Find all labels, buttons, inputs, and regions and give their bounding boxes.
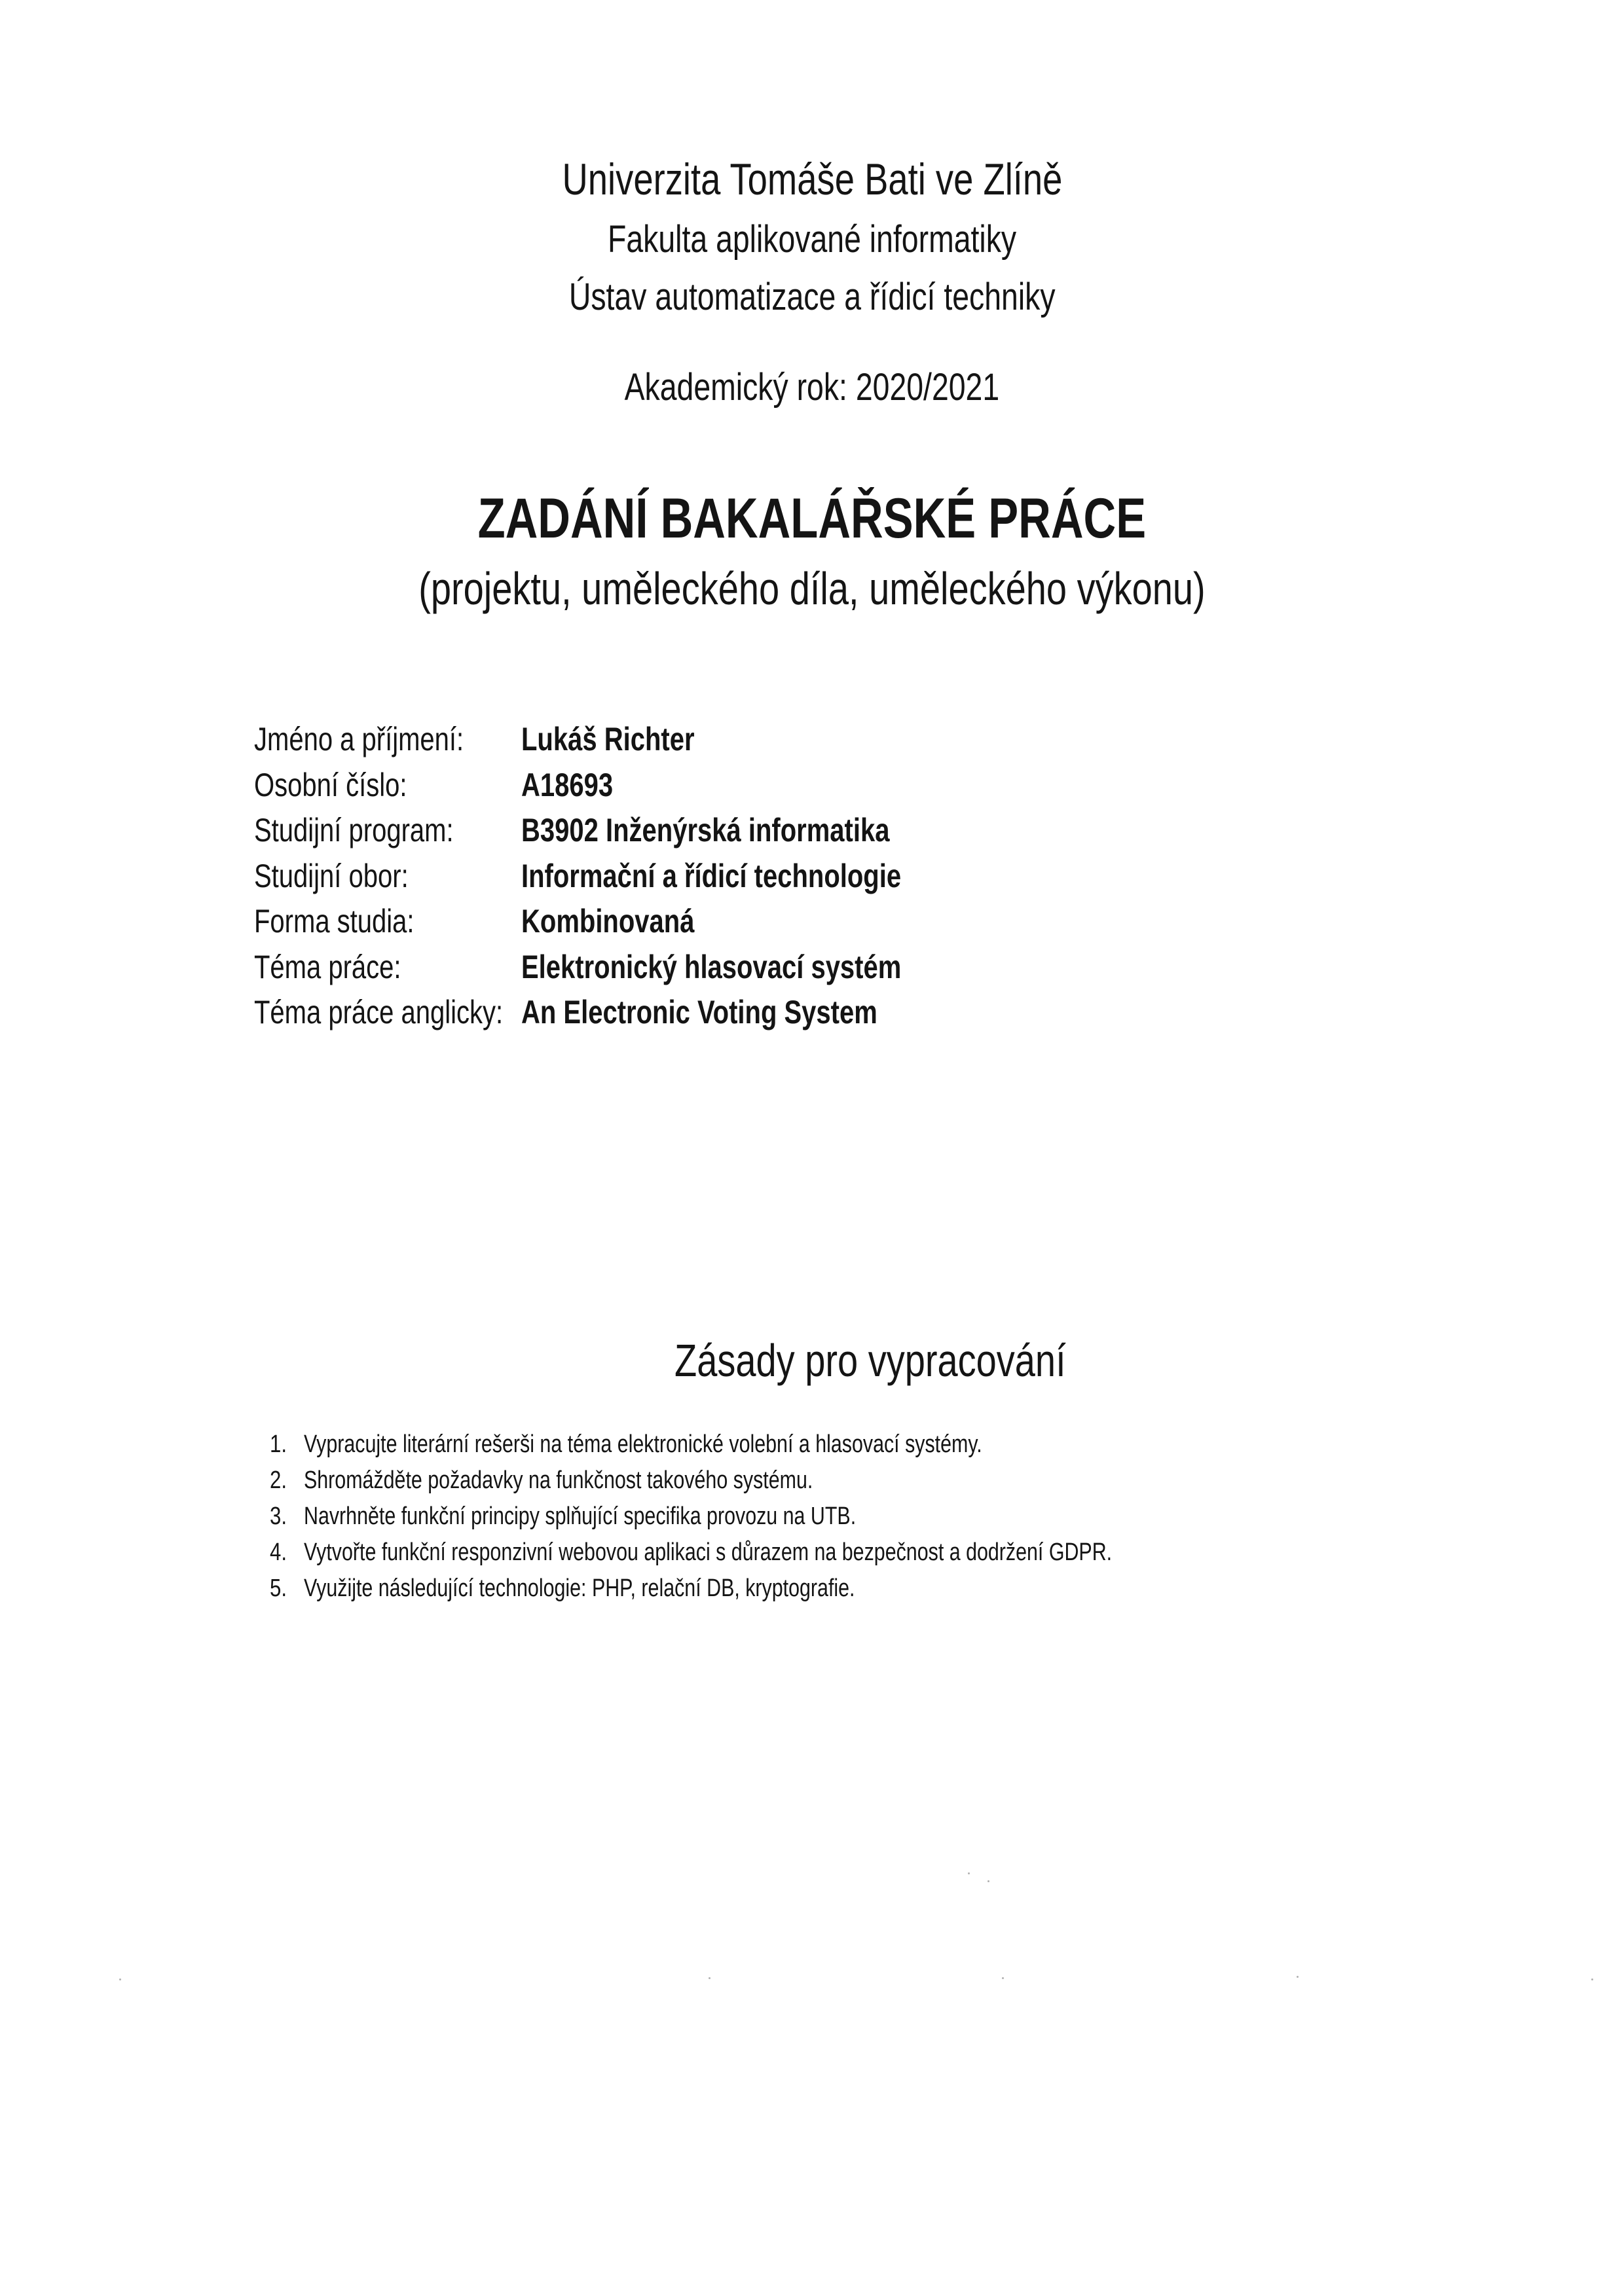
scan-speck <box>968 1872 970 1874</box>
scan-speck <box>1002 1977 1004 1979</box>
institute-name <box>0 274 1624 321</box>
info-row-thesis-topic-english <box>254 991 1367 1036</box>
scan-speck <box>1297 1976 1299 1978</box>
info-value: B3902 Inženýrská informatika <box>521 812 890 848</box>
document-title <box>0 486 1624 551</box>
info-label: Jméno a příjmení: <box>254 721 464 757</box>
list-item-text: Vytvořte funkční responzivní webovou aplikaci s důrazem na bezpečnost a dodržení GDPR. <box>304 1539 1113 1566</box>
info-value: Informační a řídicí technologie <box>521 857 902 894</box>
list-item-number: 1. <box>270 1430 287 1458</box>
info-value: An Electronic Voting System <box>521 994 877 1030</box>
info-row-study-field <box>254 854 1367 900</box>
university-name <box>0 152 1624 207</box>
scan-speck <box>709 1977 710 1979</box>
info-row-study-program <box>254 809 1367 854</box>
info-row-thesis-topic <box>254 945 1367 991</box>
info-value: Kombinovaná <box>521 903 695 939</box>
list-item-number: 5. <box>270 1575 287 1602</box>
scan-speck <box>119 1978 121 1980</box>
info-value: Elektronický hlasovací systém <box>521 948 902 985</box>
info-label: Téma práce anglicky: <box>254 994 504 1030</box>
document-subtitle-text: (projektu, uměleckého díla, uměleckého výkonu) <box>418 563 1206 614</box>
info-value: Lukáš Richter <box>521 721 695 757</box>
list-item-text: Navrhněte funkční principy splňující specifika provozu na UTB. <box>304 1503 857 1530</box>
scan-speck <box>987 1880 989 1882</box>
student-info-table <box>254 718 1367 1036</box>
document-title-text: ZADÁNÍ BAKALÁŘSKÉ PRÁCE <box>477 487 1147 550</box>
list-item-number: 3. <box>270 1503 287 1530</box>
info-label: Studijní program: <box>254 812 454 848</box>
list-item <box>270 1535 1514 1571</box>
university-name-text: Univerzita Tomáše Bati ve Zlíně <box>562 155 1062 204</box>
institute-name-text: Ústav automatizace a řídicí techniky <box>568 276 1056 318</box>
info-row-study-form <box>254 900 1367 945</box>
info-label: Téma práce: <box>254 948 401 985</box>
academic-year-text: Akademický rok: 2020/2021 <box>624 366 1000 409</box>
list-item-number: 2. <box>270 1467 287 1494</box>
info-value: A18693 <box>521 766 614 803</box>
document-subtitle <box>0 560 1624 617</box>
list-item <box>270 1571 1514 1607</box>
list-item-text: Využijte následující technologie: PHP, relační DB, kryptografie. <box>304 1575 855 1602</box>
list-item <box>270 1427 1514 1463</box>
list-item <box>270 1499 1514 1535</box>
faculty-name-text: Fakulta aplikované informatiky <box>607 218 1017 261</box>
list-item-text: Vypracujte literární rešerši na téma elektronické volební a hlasovací systémy. <box>304 1430 982 1458</box>
guidelines-list <box>270 1427 1514 1607</box>
list-item-text: Shromážděte požadavky na funkčnost takového systému. <box>304 1467 813 1494</box>
scan-speck <box>1591 1978 1593 1980</box>
academic-year <box>0 364 1624 411</box>
info-label: Studijní obor: <box>254 857 409 894</box>
info-row-personal-number <box>254 763 1367 809</box>
info-label: Osobní číslo: <box>254 766 407 803</box>
list-item <box>270 1463 1514 1499</box>
guidelines-title: Zásady pro vypracování <box>674 1335 1066 1386</box>
info-label: Forma studia: <box>254 903 415 939</box>
list-item-number: 4. <box>270 1539 287 1566</box>
info-row-name <box>254 718 1367 763</box>
faculty-name <box>0 216 1624 263</box>
